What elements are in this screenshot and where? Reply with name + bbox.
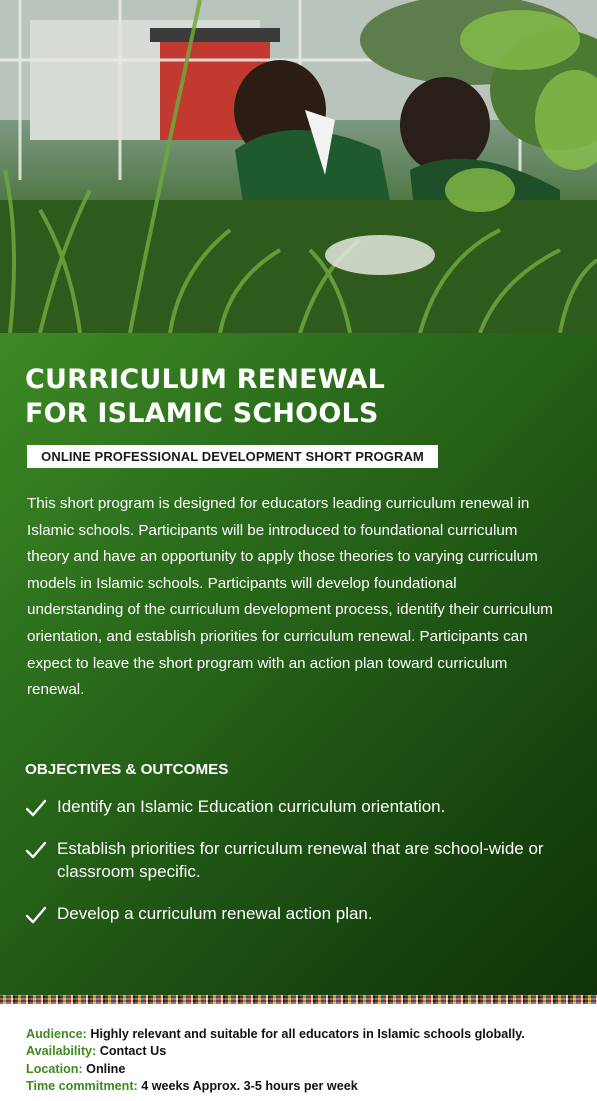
- checkmark-icon: [25, 840, 47, 860]
- program-description: This short program is designed for educators leading curriculum renewal in Islamic schools. Participants will be introduced to foundational curriculum theory and have an opportunity to apply those theories to varying curriculum models in Islamic schools. Participants will develop foundational understanding of the curriculum development process, identify their curriculum orientation, and establish priorities for curriculum renewal. Participants can expect to leave the short program with an action plan toward curriculum renewal.: [27, 495, 553, 699]
- objectives-list: [25, 795, 570, 945]
- objective-text: Identify an Islamic Education curriculum orientation.: [57, 797, 446, 816]
- checkmark-icon: [25, 905, 47, 925]
- program-subtitle: ONLINE PROFESSIONAL DEVELOPMENT SHORT PROGRAM: [27, 445, 438, 468]
- title-line-1: CURRICULUM RENEWAL: [25, 364, 386, 395]
- decorative-pattern-strip: [0, 995, 597, 1004]
- time-value: 4 weeks Approx. 3-5 hours per week: [141, 1078, 358, 1093]
- audience-value: Highly relevant and suitable for all educators in Islamic schools globally.: [90, 1027, 525, 1041]
- program-title: [25, 363, 565, 431]
- availability-label: Availability:: [26, 1044, 97, 1059]
- program-details: [26, 1026, 586, 1095]
- detail-location: [26, 1061, 586, 1078]
- objective-item: [25, 902, 570, 925]
- location-label: Location:: [26, 1061, 83, 1076]
- objective-text: Establish priorities for curriculum renewal that are school-wide or classroom specific.: [57, 839, 544, 881]
- objectives-heading: OBJECTIVES & OUTCOMES: [25, 761, 229, 778]
- availability-value: Contact Us: [99, 1044, 167, 1059]
- program-panel: [0, 333, 597, 995]
- objective-text: Develop a curriculum renewal action plan.: [57, 904, 373, 923]
- detail-audience: [26, 1026, 586, 1043]
- detail-time-commitment: [26, 1078, 586, 1095]
- audience-label: Audience:: [26, 1027, 87, 1041]
- time-label: Time commitment:: [26, 1078, 138, 1093]
- title-line-2: FOR ISLAMIC SCHOOLS: [25, 398, 379, 429]
- hero-photo: [0, 0, 597, 333]
- objective-item: [25, 837, 570, 883]
- detail-availability: [26, 1043, 586, 1060]
- objective-item: [25, 795, 570, 818]
- checkmark-icon: [25, 798, 47, 818]
- gardening-photo-illustration: [0, 0, 597, 333]
- location-value: Online: [86, 1061, 126, 1076]
